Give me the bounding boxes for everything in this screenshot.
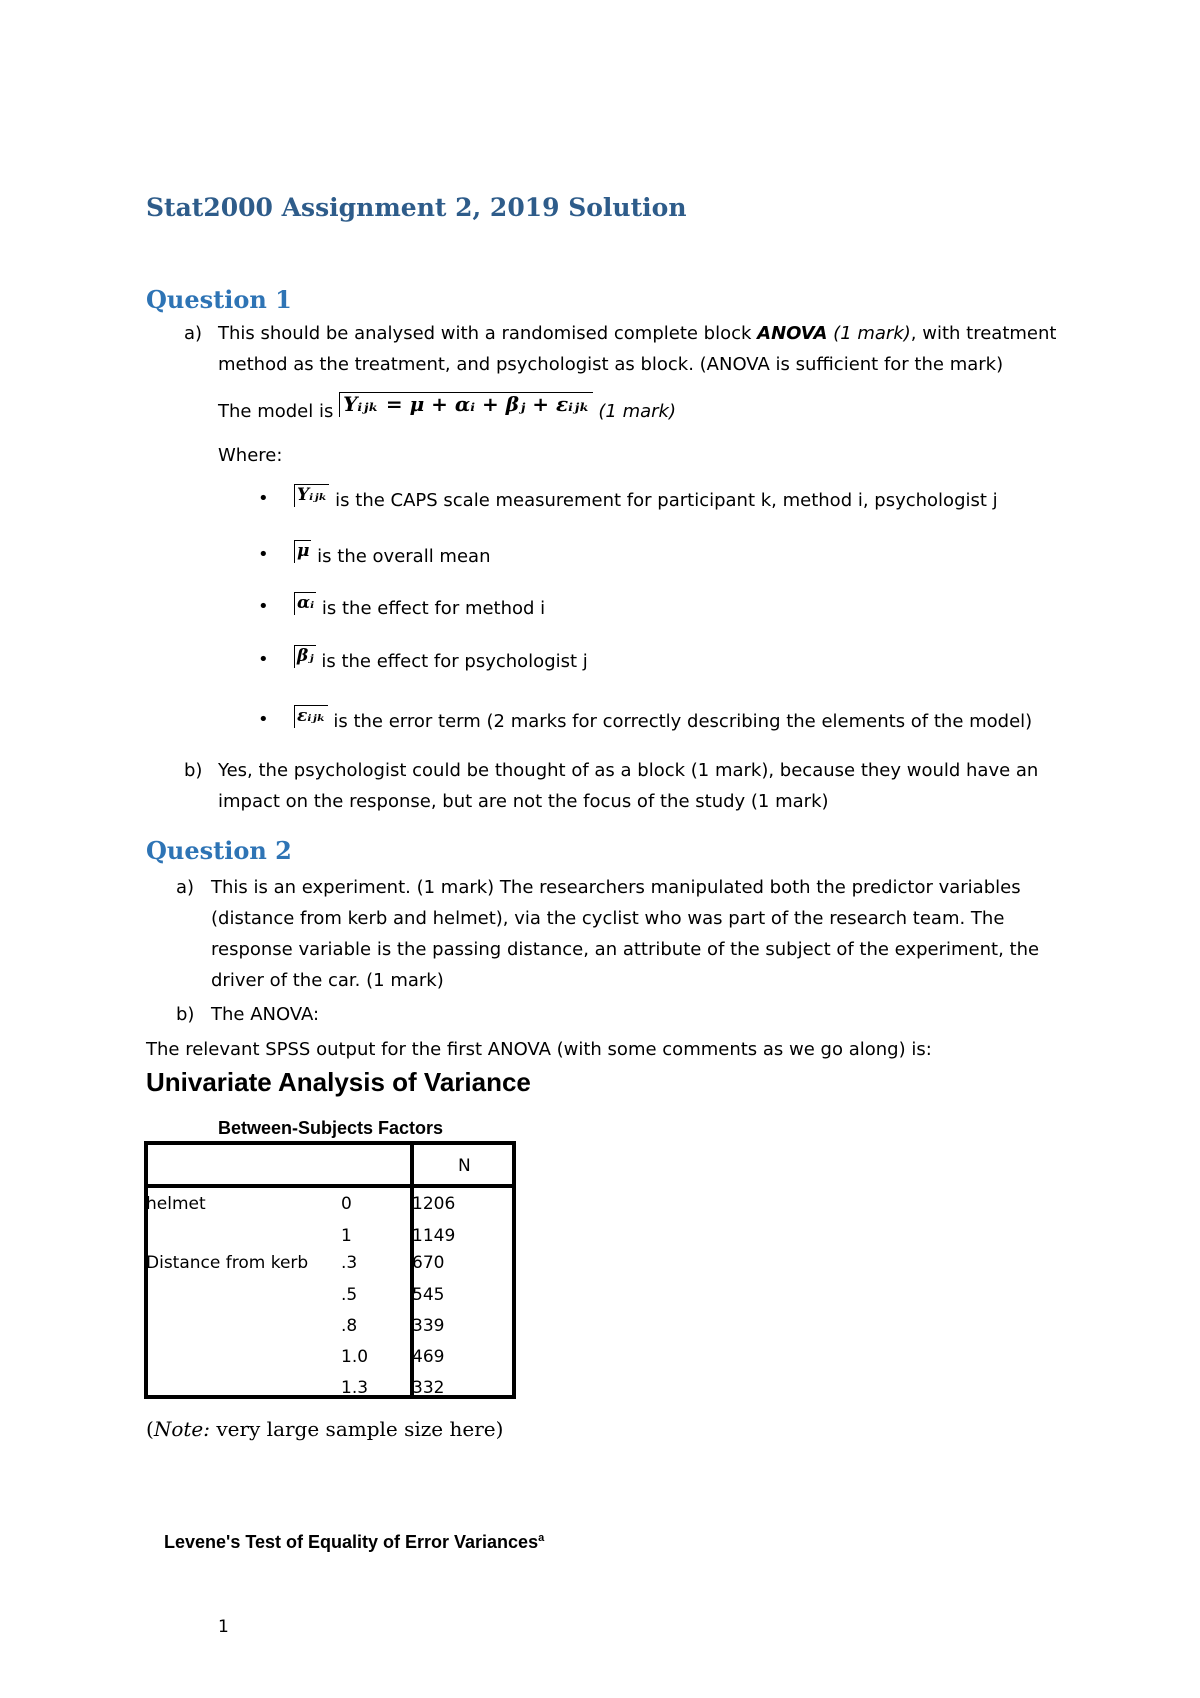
row-factor-distance: Distance from kerb	[146, 1253, 309, 1273]
row-n: 1206	[412, 1194, 456, 1214]
q1-b-line1: Yes, the psychologist could be thought of as a block (1 mark), because they would have an	[218, 760, 1039, 781]
bullet-dot-5: •	[258, 709, 269, 730]
levene-title	[164, 1532, 544, 1553]
row-n: 469	[412, 1347, 445, 1367]
question-2-heading: Question 2	[146, 836, 292, 865]
q1-a-line1-post: , with treatment	[910, 323, 1057, 344]
q1-bullet-2	[294, 540, 490, 572]
page-number: 1	[218, 1617, 229, 1637]
row-level: .5	[341, 1285, 358, 1305]
bullet-dot-2: •	[258, 544, 269, 565]
bullet-dot-1: •	[258, 488, 269, 509]
bullet-1-text: is the CAPS scale measurement for participant k, method i, psychologist j	[329, 490, 998, 511]
sample-size-note	[146, 1417, 503, 1441]
bullet-1-symbol: Yᵢⱼₖ	[294, 484, 329, 507]
q2-b-text: The ANOVA:	[211, 1004, 320, 1025]
q2-a-line4: driver of the car. (1 mark)	[211, 970, 444, 991]
row-n: 332	[412, 1378, 445, 1398]
question-1-heading: Question 1	[146, 285, 292, 314]
row-n: 545	[412, 1285, 445, 1305]
row-n: 339	[412, 1316, 445, 1336]
bullet-dot-4: •	[258, 649, 269, 670]
q1-a-line1-pre: This should be analysed with a randomised complete block	[218, 323, 758, 344]
bullet-5-text: is the error term (2 marks for correctly describing the elements of the model)	[327, 711, 1033, 732]
q1-a-line2: method as the treatment, and psychologist as block. (ANOVA is sufficient for the mark)	[218, 354, 1004, 375]
q1-a-anova: ANOVA	[757, 323, 828, 344]
q1-b-line2: impact on the response, but are not the focus of the study (1 mark)	[218, 791, 829, 812]
table-header-rule	[148, 1184, 512, 1188]
levene-title-text: Levene's Test of Equality of Error Variances	[164, 1532, 539, 1552]
row-level: 1.0	[341, 1347, 369, 1367]
between-subjects-title: Between-Subjects Factors	[218, 1118, 444, 1138]
row-factor-helmet: helmet	[146, 1194, 206, 1214]
q1-a-mark: (1 mark)	[827, 323, 911, 344]
between-subjects-table	[144, 1141, 516, 1399]
q1-model-pre: The model is	[218, 401, 340, 422]
row-n: 670	[412, 1253, 445, 1273]
document-title: Stat2000 Assignment 2, 2019 Solution	[146, 193, 687, 222]
bullet-2-text: is the overall mean	[311, 546, 491, 567]
model-equation: Yᵢⱼₖ = μ + αᵢ + βⱼ + εᵢⱼₖ	[339, 392, 593, 417]
bullet-dot-3: •	[258, 596, 269, 617]
q2-a-line3: response variable is the passing distance, an attribute of the subject of the experiment, the	[211, 939, 1040, 960]
col-header-n: N	[458, 1156, 471, 1176]
bullet-5-symbol: εᵢⱼₖ	[294, 705, 328, 728]
q1-bullet-1	[294, 484, 998, 516]
q1-where: Where:	[218, 445, 283, 466]
note-text: very large sample size here)	[209, 1417, 504, 1441]
row-level: 1.3	[341, 1378, 369, 1398]
q1-a-line1	[218, 319, 1056, 349]
q2-a-marker: a)	[176, 877, 195, 898]
row-level: .3	[341, 1253, 358, 1273]
levene-superscript: a	[538, 1532, 545, 1544]
row-level: .8	[341, 1316, 358, 1336]
q2-b-marker: b)	[176, 1004, 195, 1025]
q1-b-marker: b)	[184, 760, 203, 781]
row-level: 1	[341, 1226, 352, 1246]
bullet-4-text: is the effect for psychologist j	[315, 651, 588, 672]
q1-model-mark: (1 mark)	[592, 401, 677, 422]
bullet-3-symbol: αᵢ	[294, 592, 316, 615]
note-label: Note:	[153, 1417, 210, 1441]
row-level: 0	[341, 1194, 352, 1214]
spss-intro: The relevant SPSS output for the first ANOVA (with some comments as we go along) is:	[146, 1039, 932, 1060]
q1-model-line	[218, 392, 676, 427]
q2-a-line1: This is an experiment. (1 mark) The researchers manipulated both the predictor variables	[211, 877, 1021, 898]
spss-output-title: Univariate Analysis of Variance	[146, 1067, 531, 1097]
bullet-2-symbol: μ	[294, 540, 311, 563]
q2-a-line2: (distance from kerb and helmet), via the cyclist who was part of the research team. The	[211, 908, 1005, 929]
note-open: (	[146, 1417, 154, 1441]
q1-a-marker: a)	[184, 323, 203, 344]
bullet-4-symbol: βⱼ	[294, 645, 316, 668]
bullet-3-text: is the effect for method i	[316, 598, 546, 619]
row-n: 1149	[412, 1226, 456, 1246]
q1-bullet-4	[294, 645, 588, 677]
q1-bullet-3	[294, 592, 545, 624]
q1-bullet-5	[294, 705, 1032, 737]
